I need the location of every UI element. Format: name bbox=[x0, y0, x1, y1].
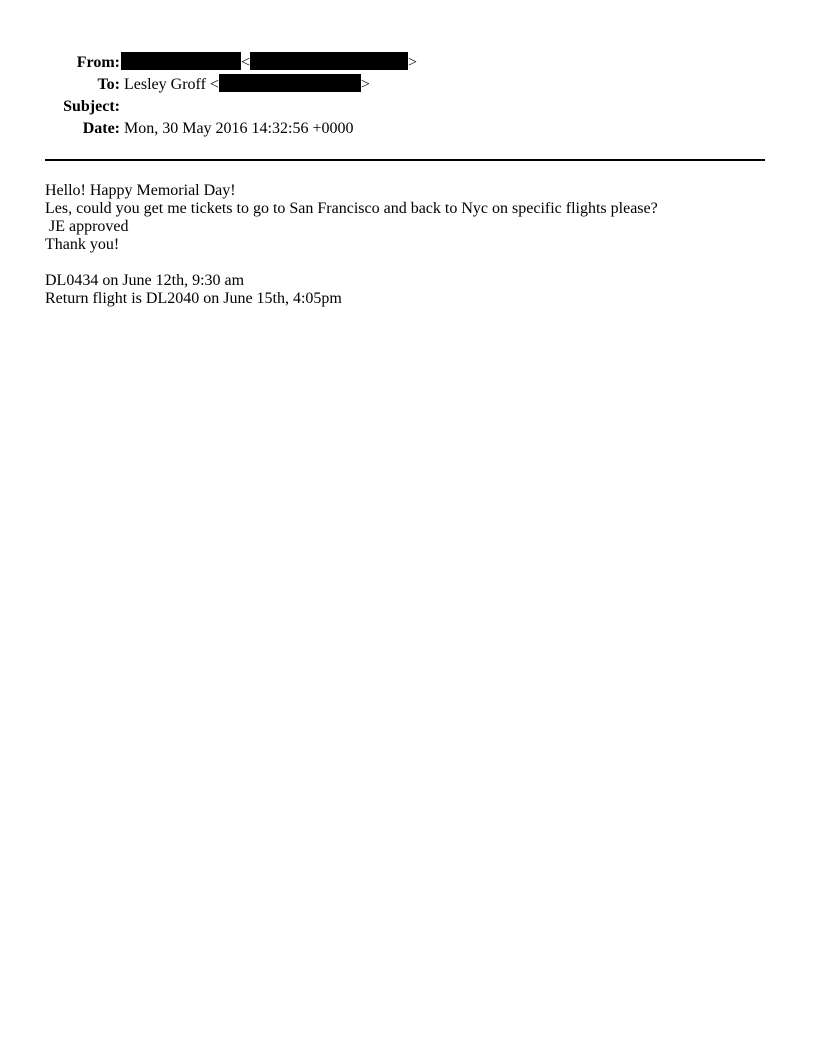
date-label: Date: bbox=[82, 120, 120, 137]
subject-label: Subject: bbox=[63, 98, 120, 115]
to-name: Lesley Groff < bbox=[124, 76, 219, 93]
from-gt: > bbox=[408, 54, 418, 71]
to-gt: > bbox=[360, 76, 370, 93]
body-line-return-flight: Return flight is DL2040 on June 15th, 4:05pm bbox=[45, 290, 342, 307]
date-value: Mon, 30 May 2016 14:32:56 +0000 bbox=[124, 120, 354, 137]
body-line-request: Les, could you get me tickets to go to San Francisco and back to Nyc on specific flights please? bbox=[45, 200, 658, 217]
body-line-approval: JE approved bbox=[45, 218, 129, 235]
from-row bbox=[0, 52, 816, 74]
to-value bbox=[124, 74, 370, 96]
from-label: From: bbox=[76, 54, 120, 71]
to-label: To: bbox=[97, 76, 120, 93]
email-header bbox=[0, 52, 816, 140]
email-body bbox=[45, 182, 785, 308]
to-row bbox=[0, 74, 816, 96]
date-row bbox=[0, 118, 816, 140]
body-line-thanks: Thank you! bbox=[45, 236, 120, 253]
body-line-blank bbox=[45, 254, 785, 272]
header-divider bbox=[45, 159, 765, 161]
from-lt: < bbox=[241, 54, 251, 71]
redacted-recipient-email bbox=[219, 74, 361, 92]
body-line-outbound-flight: DL0434 on June 12th, 9:30 am bbox=[45, 272, 245, 289]
body-line-greeting: Hello! Happy Memorial Day! bbox=[45, 182, 236, 199]
redacted-sender-email bbox=[250, 52, 408, 70]
redacted-sender-name bbox=[121, 52, 241, 70]
subject-row bbox=[0, 96, 816, 118]
from-value bbox=[124, 52, 417, 74]
